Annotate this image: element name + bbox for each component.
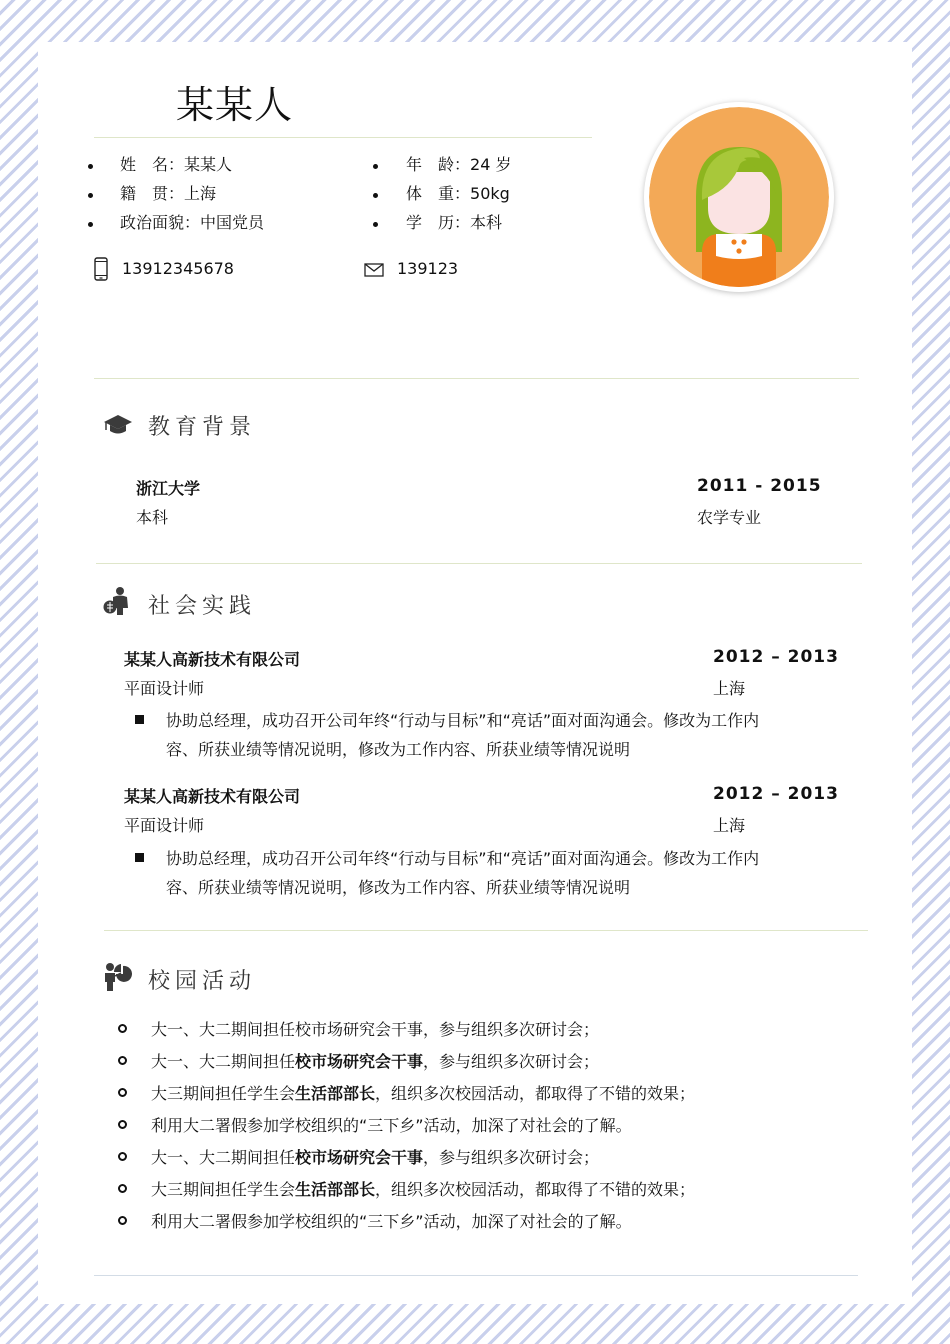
campus-item: 大一、大二期间担任校市场研究会干事，参与组织多次研讨会； — [151, 1020, 600, 1039]
ring-bullet — [118, 1184, 127, 1193]
education-major: 农学专业 — [697, 508, 762, 527]
practice-description: 协助总经理，成功召开公司年终“行动与目标”和“亮话”面对面沟通会。修改为工作内容、所获业绩等情况说明，修改为工作内容、所获业绩等情况说明 — [166, 711, 760, 759]
email-address[interactable]: 139123 — [397, 259, 459, 278]
campus-item: 大一、大二期间担任校市场研究会干事，参与组织多次研讨会； — [151, 1148, 600, 1167]
ring-bullet — [118, 1088, 127, 1097]
info-name: 姓 名：某某人 — [120, 155, 233, 174]
practice-description: 协助总经理，成功召开公司年终“行动与目标”和“亮话”面对面沟通会。修改为工作内容、所获业绩等情况说明，修改为工作内容、所获业绩等情况说明 — [166, 849, 760, 897]
info-weight: 体 重：50kg — [406, 184, 510, 203]
bullet — [88, 164, 93, 169]
practice-role: 平面设计师 — [124, 816, 205, 835]
practice-dates: 2012 – 2013 — [713, 784, 839, 804]
info-education: 学 历：本科 — [406, 213, 503, 232]
info-hometown: 籍 贯：上海 — [120, 184, 217, 203]
header-divider — [94, 137, 592, 138]
bullet — [88, 193, 93, 198]
section-divider — [96, 563, 862, 564]
phone-icon — [94, 257, 108, 281]
education-degree: 本科 — [136, 508, 169, 527]
campus-item: 大一、大二期间担任校市场研究会干事，参与组织多次研讨会； — [151, 1052, 600, 1071]
campus-item: 利用大二署假参加学校组织的“三下乡”活动，加深了对社会的了解。 — [151, 1212, 632, 1231]
section-divider — [94, 378, 859, 379]
education-title: 教育背景 — [148, 415, 257, 440]
mail-icon — [364, 263, 384, 277]
campus-title: 校园活动 — [148, 969, 257, 994]
square-bullet — [135, 853, 144, 862]
practice-location: 上海 — [713, 679, 746, 698]
practice-role: 平面设计师 — [124, 679, 205, 698]
footer-divider — [94, 1275, 858, 1276]
graduation-cap-icon — [103, 413, 133, 437]
practice-location: 上海 — [713, 816, 746, 835]
bullet — [373, 164, 378, 169]
info-age: 年 龄：24 岁 — [406, 155, 512, 174]
practice-company: 某某人高新技术有限公司 — [124, 787, 301, 806]
square-bullet — [135, 715, 144, 724]
ring-bullet — [118, 1120, 127, 1129]
campus-item: 大三期间担任学生会生活部部长，组织多次校园活动，都取得了不错的效果； — [151, 1084, 696, 1103]
ring-bullet — [118, 1056, 127, 1065]
campus-item: 大三期间担任学生会生活部部长，组织多次校园活动，都取得了不错的效果； — [151, 1180, 696, 1199]
businessman-icon — [102, 586, 132, 616]
phone-number[interactable]: 13912345678 — [122, 259, 234, 278]
education-dates: 2011 - 2015 — [697, 476, 822, 496]
avatar — [644, 102, 834, 292]
ring-bullet — [118, 1216, 127, 1225]
candidate-name: 某某人 — [176, 83, 294, 127]
ring-bullet — [118, 1024, 127, 1033]
avatar-illustration — [644, 102, 834, 292]
bullet — [373, 193, 378, 198]
ring-bullet — [118, 1152, 127, 1161]
campus-item: 利用大二署假参加学校组织的“三下乡”活动，加深了对社会的了解。 — [151, 1116, 632, 1135]
education-school: 浙江大学 — [136, 479, 201, 498]
bullet — [373, 222, 378, 227]
practice-dates: 2012 – 2013 — [713, 647, 839, 667]
section-divider — [104, 930, 868, 931]
presentation-icon — [104, 962, 132, 992]
info-political: 政治面貌：中国党员 — [120, 213, 265, 232]
resume-page — [38, 42, 912, 1304]
practice-title: 社会实践 — [148, 594, 257, 619]
bullet — [88, 222, 93, 227]
practice-company: 某某人高新技术有限公司 — [124, 650, 301, 669]
